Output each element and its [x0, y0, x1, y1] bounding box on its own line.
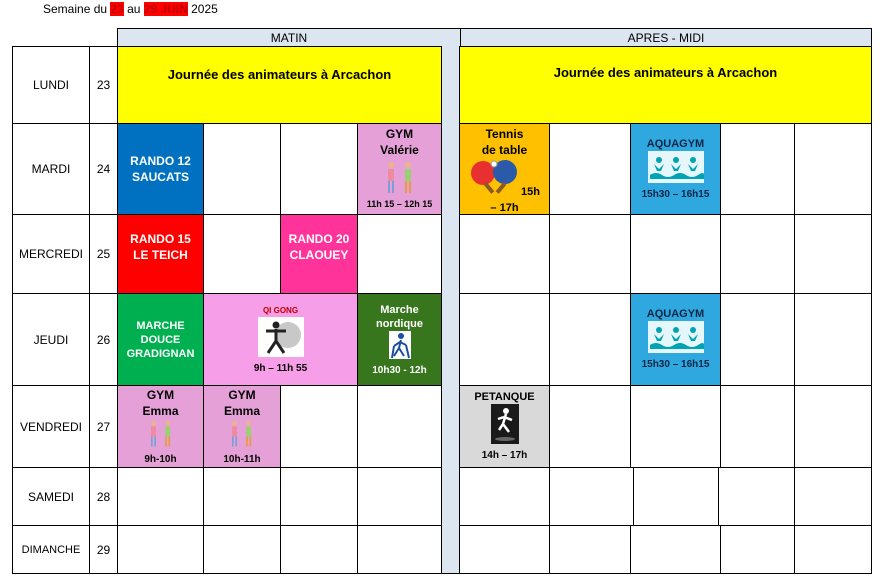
empty-cell [794, 467, 872, 526]
empty-cell [630, 214, 721, 294]
day-num-samedi [89, 467, 118, 526]
event-title: Marche [380, 303, 419, 316]
empty-cell [720, 385, 795, 468]
event-time: 11h 15 – 12h 15 [366, 199, 433, 209]
event-title: Tennis [485, 127, 524, 141]
event-marche-nordique [357, 293, 442, 386]
event-rando-saucats [117, 123, 204, 215]
gym-figures-icon [146, 419, 176, 453]
event-title: QI GONG [262, 306, 299, 315]
event-title: RANDO 15 [130, 232, 191, 246]
empty-cell [720, 214, 795, 294]
event-time: 10h30 - 12h [372, 364, 427, 376]
day-label: SAMEDI [27, 489, 74, 504]
event-time: 9h-10h [144, 454, 177, 465]
header-afternoon-label: APRES - MIDI [627, 30, 705, 45]
day-number: 29 [96, 542, 111, 557]
day-vendredi [12, 385, 90, 468]
header-morning-label: MATIN [270, 30, 308, 45]
day-lundi [12, 46, 90, 124]
empty-cell [117, 467, 204, 526]
day-label: MERCREDI [18, 247, 83, 261]
event-time: 15h [521, 186, 540, 198]
event-gym-emma-1 [117, 385, 204, 468]
event-rando-le-teich [117, 214, 204, 294]
event-aquagym-jeudi [630, 293, 721, 386]
event-title: Journée des animateurs à Arcachon [553, 65, 778, 80]
event-time: 10h-11h [223, 454, 261, 465]
week-title [43, 2, 218, 16]
day-samedi [12, 467, 90, 526]
qigong-icon [258, 317, 304, 362]
day-num-lundi [89, 46, 118, 124]
day-number: 24 [96, 162, 111, 176]
empty-cell [357, 525, 442, 574]
week-middle: au [123, 2, 144, 16]
day-number: 26 [96, 332, 111, 347]
empty-cell [549, 293, 631, 386]
empty-cell [549, 385, 631, 468]
event-qi-gong [203, 293, 358, 386]
empty-cell [203, 525, 281, 574]
empty-cell [357, 214, 442, 294]
event-marche-douce [117, 293, 204, 386]
event-title: GYM [228, 388, 256, 402]
day-num-mercredi [89, 214, 118, 294]
event-place: GRADIGNAN [126, 347, 195, 360]
header-afternoon [460, 28, 872, 47]
gym-figures-icon [383, 160, 417, 196]
empty-cell [794, 525, 872, 574]
event-title: GYM [146, 388, 175, 402]
petanque-icon [491, 404, 519, 449]
week-prefix: Semaine du [43, 2, 111, 16]
empty-cell [630, 525, 721, 574]
empty-cell [720, 525, 795, 574]
empty-cell [549, 123, 631, 215]
empty-cell [357, 385, 442, 468]
gym-figures-icon [227, 419, 257, 453]
day-num-jeudi [89, 293, 118, 386]
event-time: 15h30 – 16h15 [641, 359, 710, 370]
event-time: 15h30 – 16h15 [641, 188, 710, 200]
empty-cell [630, 385, 721, 468]
event-lundi-morning [117, 46, 442, 124]
event-gym-emma-2 [203, 385, 281, 468]
day-number: 28 [96, 489, 111, 504]
event-time: 14h – 17h [481, 450, 528, 461]
empty-cell [280, 467, 358, 526]
empty-cell [794, 293, 872, 386]
event-title: RANDO 20 [288, 232, 350, 246]
empty-cell [720, 123, 795, 215]
event-place: SAUCATS [131, 170, 190, 184]
event-instructor: Emma [142, 404, 179, 418]
event-time-end: – 17h [490, 202, 519, 214]
empty-cell [203, 467, 281, 526]
event-place: LE TEICH [133, 248, 188, 262]
day-label: VENDREDI [19, 419, 82, 434]
day-label: JEUDI [33, 332, 69, 347]
morning-afternoon-separator [441, 46, 460, 574]
empty-cell [459, 467, 550, 526]
aquagym-icon [648, 151, 704, 188]
event-title: Journée des animateurs à Arcachon [167, 67, 392, 82]
event-title: MARCHE [136, 319, 185, 332]
ping-pong-icon [469, 158, 521, 200]
event-rando-claouey [280, 214, 358, 294]
event-tennis-de-table [459, 123, 550, 215]
event-lundi-afternoon [459, 46, 872, 124]
day-num-vendredi [89, 385, 118, 468]
empty-cell [794, 123, 872, 215]
header-morning [117, 28, 461, 47]
day-mercredi [12, 214, 90, 294]
day-label: DIMANCHE [21, 543, 81, 556]
empty-cell [117, 525, 204, 574]
day-label: MARDI [31, 162, 71, 176]
empty-cell [203, 123, 281, 215]
empty-cell [549, 467, 634, 526]
empty-cell [280, 123, 358, 215]
week-year: 2025 [187, 2, 218, 16]
aquagym-icon [648, 321, 704, 358]
empty-cell [633, 467, 719, 526]
event-title: AQUAGYM [646, 137, 705, 150]
empty-cell [718, 467, 795, 526]
event-time: 9h – 11h 55 [253, 363, 308, 374]
event-title-2: DOUCE [140, 333, 181, 346]
week-end: 29 JUIN [143, 2, 188, 16]
event-title: PETANQUE [474, 391, 535, 403]
empty-cell [459, 525, 550, 574]
day-num-mardi [89, 123, 118, 215]
day-jeudi [12, 293, 90, 386]
empty-cell [720, 293, 795, 386]
empty-cell [549, 525, 631, 574]
nordic-walking-icon [389, 331, 411, 364]
empty-cell [549, 214, 631, 294]
week-start: 23 [110, 2, 124, 16]
day-number: 25 [96, 247, 111, 261]
empty-cell [794, 385, 872, 468]
day-mardi [12, 123, 90, 215]
empty-cell [357, 467, 442, 526]
event-title-2: nordique [375, 317, 424, 330]
empty-cell [203, 214, 281, 294]
event-instructor: Emma [223, 404, 261, 418]
event-title: GYM [385, 127, 414, 141]
event-place: CLAOUEY [289, 248, 349, 262]
empty-cell [280, 525, 358, 574]
day-num-dimanche [89, 525, 118, 574]
event-title: AQUAGYM [646, 308, 705, 320]
empty-cell [459, 214, 550, 294]
day-number: 27 [96, 419, 111, 434]
event-instructor: Valérie [380, 143, 419, 157]
empty-cell [794, 214, 872, 294]
day-label: LUNDI [32, 78, 69, 92]
event-petanque [459, 385, 550, 468]
day-dimanche [12, 525, 90, 574]
event-aquagym-mardi [630, 123, 721, 215]
event-title-2: de table [481, 143, 528, 157]
event-title: RANDO 12 [130, 154, 191, 168]
event-gym-valerie [357, 123, 442, 215]
day-number: 23 [96, 78, 111, 92]
empty-cell [459, 293, 550, 386]
empty-cell [280, 385, 358, 468]
